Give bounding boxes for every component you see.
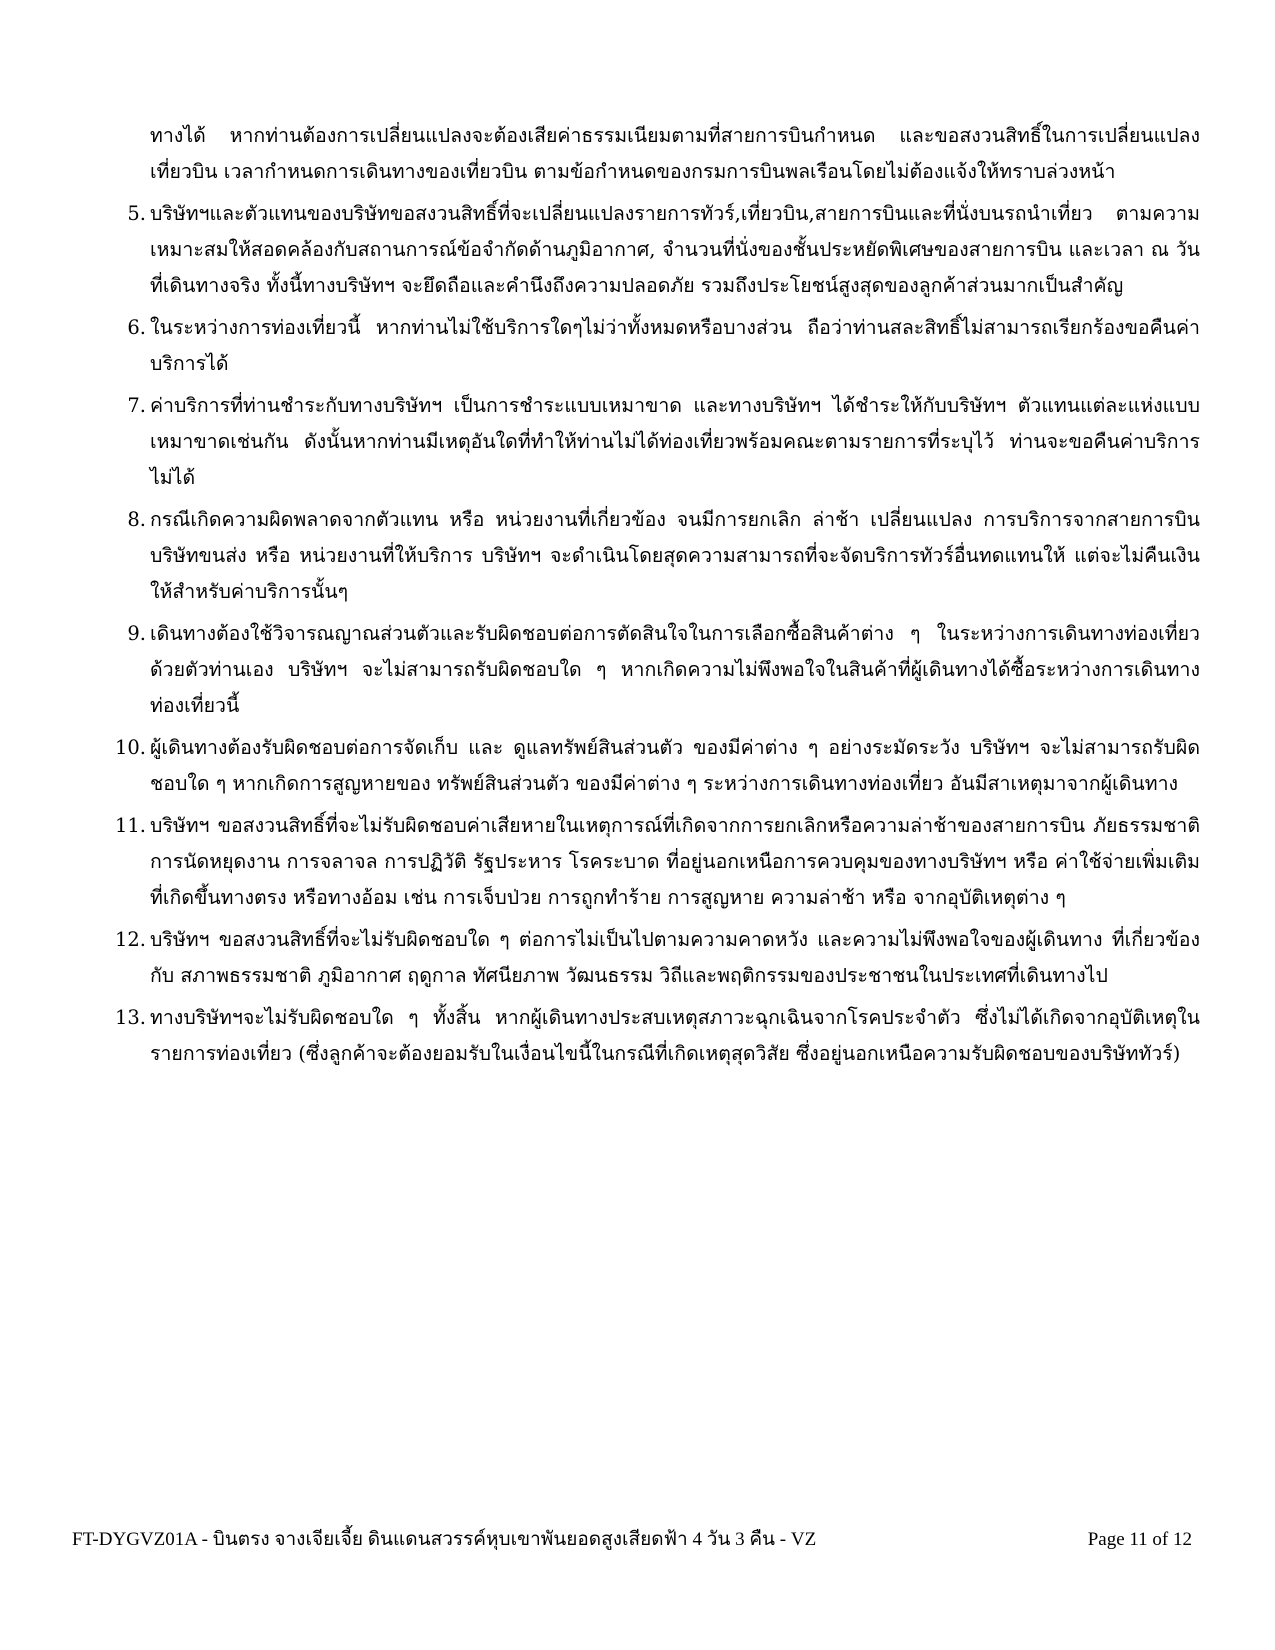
item-number: 9. [127, 622, 146, 645]
item-text: บริษัทฯ ขอสงวนสิทธิ์ที่จะไม่รับผิดชอบค่าเสียหายในเหตุการณ์ที่เกิดจากการยกเลิกหรือความล่าช้าของสายการบิน ภัยธรรมชาติ การนัดหยุดงาน การจลาจล การปฏิวัติ รัฐประหาร โรคระบาด ที่อยู่นอกเหนือการควบคุมของทางบริษัทฯ หรือ ค่าใช้จ่ายเพิ่มเติมที่เกิดขึ้นทางตรง หรือทางอ้อม เช่น การเจ็บป่วย การถูกทำร้าย การสูญหาย ความล่าช้า หรือ จากอุบัติเหตุต่าง ๆ [150, 814, 1200, 909]
item-text: ทางบริษัทฯจะไม่รับผิดชอบใด ๆ ทั้งสิ้น หากผู้เดินทางประสบเหตุสภาวะฉุกเฉินจากโรคประจำตัว ซึ่งไม่ได้เกิดจากอุบัติเหตุในรายการท่องเที่ยว (ซึ่งลูกค้าจะต้องยอมรับในเงื่อนไขนี้ในกรณีที่เกิดเหตุสุดวิสัย ซึ่งอยู่นอกเหนือความรับผิดชอบของบริษัททัวร์) [150, 1006, 1200, 1065]
item-text: เดินทางต้องใช้วิจารณญาณส่วนตัวและรับผิดชอบต่อการตัดสินใจในการเลือกซื้อสินค้าต่าง ๆ ในระหว่างการเดินทางท่องเที่ยวด้วยตัวท่านเอง บริษัทฯ จะไม่สามารถรับผิดชอบใด ๆ หากเกิดความไม่พึงพอใจในสินค้าที่ผู้เดินทางได้ซื้อระหว่างการเดินทางท่องเที่ยวนี้ [150, 622, 1200, 717]
item-text: ในระหว่างการท่องเที่ยวนี้ หากท่านไม่ใช้บริการใดๆไม่ว่าทั้งหมดหรือบางส่วน ถือว่าท่านสละสิทธิ์ไม่สามารถเรียกร้องขอคืนค่าบริการได้ [150, 316, 1200, 375]
item-text: บริษัทฯและตัวแทนของบริษัทขอสงวนสิทธิ์ที่จะเปลี่ยนแปลงรายการทัวร์,เที่ยวบิน,สายการบินและที่นั่งบนรถนำเที่ยว ตามความเหมาะสมให้สอดคล้องกับสถานการณ์ข้อจำกัดด้านภูมิอากาศ, จำนวนที่นั่งของชั้นประหยัดพิเศษของสายการบิน และเวลา ณ วันที่เดินทางจริง ทั้งนี้ทางบริษัทฯ จะยึดถือและคำนึงถึงความปลอดภัย รวมถึงประโยชน์สูงสุดของลูกค้าส่วนมากเป็นสำคัญ [150, 202, 1200, 297]
terms-list [110, 118, 1200, 1078]
list-item [110, 1000, 1200, 1072]
list-item [110, 502, 1200, 610]
item-number: 13. [114, 1006, 146, 1029]
item-text: ผู้เดินทางต้องรับผิดชอบต่อการจัดเก็บ และ ดูแลทรัพย์สินส่วนตัว ของมีค่าต่าง ๆ อย่างระมัดระวัง บริษัทฯ จะไม่สามารถรับผิดชอบใด ๆ หากเกิดการสูญหายของ ทรัพย์สินส่วนตัว ของมีค่าต่าง ๆ ระหว่างการเดินทางท่องเที่ยว อันมีสาเหตุมาจากผู้เดินทาง [150, 736, 1200, 795]
list-item [110, 808, 1200, 916]
footer-tour-code: FT-DYGVZ01A - บินตรง จางเจียเจี้ย ดินแดนสวรรค์หุบเขาพันยอดสูงเสียดฟ้า 4 วัน 3 คืน - VZ [72, 1529, 817, 1550]
list-item [110, 922, 1200, 994]
continued-paragraph: ทางได้ หากท่านต้องการเปลี่ยนแปลงจะต้องเสียค่าธรรมเนียมตามที่สายการบินกำหนด และขอสงวนสิทธิ์ในการเปลี่ยนแปลงเที่ยวบิน เวลากำหนดการเดินทางของเที่ยวบิน ตามข้อกำหนดของกรมการบินพลเรือนโดยไม่ต้องแจ้งให้ทราบล่วงหน้า [150, 124, 1200, 183]
item-number: 12. [114, 928, 146, 951]
page-number: Page 11 of 12 [1087, 1529, 1192, 1550]
item-number: 10. [114, 736, 146, 759]
list-item [110, 388, 1200, 496]
item-number: 8. [127, 508, 146, 531]
item-number: 7. [127, 394, 146, 417]
item-number: 5. [127, 202, 146, 225]
list-item [110, 730, 1200, 802]
item-text: ค่าบริการที่ท่านชำระกับทางบริษัทฯ เป็นการชำระแบบเหมาขาด และทางบริษัทฯ ได้ชำระให้กับบริษัทฯ ตัวแทนแต่ละแห่งแบบเหมาขาดเช่นกัน ดังนั้นหากท่านมีเหตุอันใดที่ทำให้ท่านไม่ได้ท่องเที่ยวพร้อมคณะตามรายการที่ระบุไว้ ท่านจะขอคืนค่าบริการไม่ได้ [150, 394, 1200, 489]
item-number: 11. [114, 814, 146, 837]
item-number: 6. [127, 316, 146, 339]
list-item [110, 310, 1200, 382]
item-text: บริษัทฯ ขอสงวนสิทธิ์ที่จะไม่รับผิดชอบใด ๆ ต่อการไม่เป็นไปตามความคาดหวัง และความไม่พึงพอใจของผู้เดินทาง ที่เกี่ยวข้องกับ สภาพธรรมชาติ ภูมิอากาศ ฤดูกาล ทัศนียภาพ วัฒนธรรม วิถีและพฤติกรรมของประชาชนในประเทศที่เดินทางไป [150, 928, 1200, 987]
item-text: กรณีเกิดความผิดพลาดจากตัวแทน หรือ หน่วยงานที่เกี่ยวข้อง จนมีการยกเลิก ล่าช้า เปลี่ยนแปลง การบริการจากสายการบิน บริษัทขนส่ง หรือ หน่วยงานที่ให้บริการ บริษัทฯ จะดำเนินโดยสุดความสามารถที่จะจัดบริการทัวร์อื่นทดแทนให้ แต่จะไม่คืนเงินให้สำหรับค่าบริการนั้นๆ [150, 508, 1200, 603]
list-item [110, 196, 1200, 304]
list-item [110, 616, 1200, 724]
